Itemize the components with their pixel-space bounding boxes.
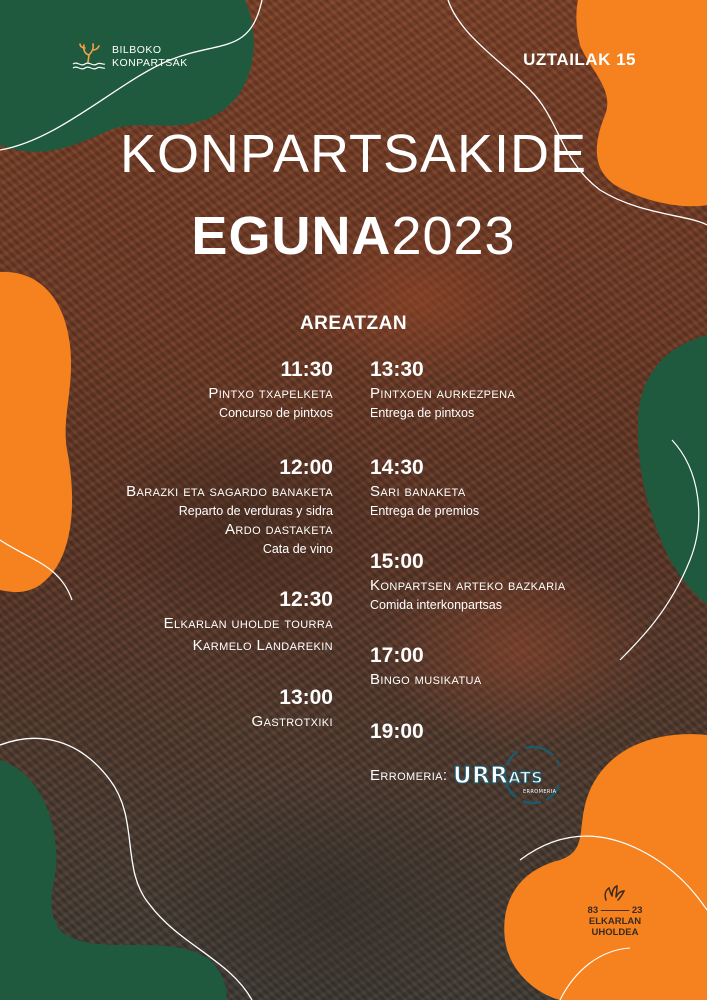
elkarlan-line-1: ELKARLAN <box>588 916 642 927</box>
dancer-wave-icon <box>72 42 106 72</box>
brand-name <box>112 44 188 70</box>
schedule-left-column <box>3 353 333 733</box>
schedule-block <box>3 357 333 421</box>
venue: AREATZAN <box>299 313 408 334</box>
elkarlan-uholdea-logo <box>580 884 650 938</box>
event-name <box>3 383 333 405</box>
schedule-time: 13:30 <box>370 358 424 381</box>
event-name <box>370 481 670 503</box>
brand-logo <box>72 42 188 72</box>
event-name <box>370 575 670 597</box>
schedule-block <box>3 685 333 733</box>
event-name <box>3 635 333 657</box>
event-name-text: Bingo musikatua <box>370 671 482 688</box>
elkarlan-line-2: UHOLDEA <box>591 927 639 938</box>
title-year: 2023 <box>391 206 516 266</box>
event-subtitle: Entrega de premios <box>370 504 480 518</box>
title-eguna: EGUNA <box>191 206 392 266</box>
event-subtitle: Cata de vino <box>262 542 333 556</box>
schedule-time: 11:30 <box>280 358 333 381</box>
schedule-time: 17:00 <box>370 644 424 667</box>
schedule-time: 12:30 <box>279 588 333 611</box>
schedule-time: 14:30 <box>370 456 424 479</box>
event-name-text: Konpartsen arteko bazkaria <box>370 577 566 594</box>
elkarlan-year-end: 23 <box>631 905 643 916</box>
schedule-time: 12:00 <box>279 456 333 479</box>
event-name-text: Ardo dastaketa <box>225 521 333 538</box>
schedule-block <box>3 455 333 557</box>
schedule-time: 15:00 <box>370 550 424 573</box>
event-name-text: Sari banaketa <box>370 483 466 500</box>
event-name <box>3 481 333 503</box>
event-date: UZTAILAK 15 <box>523 50 636 69</box>
event-subtitle: Reparto de verduras y sidra <box>178 504 333 518</box>
event-subtitle: Concurso de pintxos <box>219 406 333 420</box>
title-line-2 <box>0 206 707 266</box>
event-name <box>370 669 670 691</box>
schedule-time: 19:00 <box>370 720 424 743</box>
hands-icon <box>602 884 628 902</box>
urrats-logo <box>449 745 559 807</box>
blob-green-bottom-left <box>0 760 227 1000</box>
schedule-time: 13:00 <box>279 686 333 709</box>
schedule-block <box>370 719 670 807</box>
urrats-sub: erromeria <box>523 787 557 795</box>
schedule-right-column <box>370 353 670 807</box>
event-name <box>370 745 670 807</box>
brand-line-2: KONPARTSAK <box>112 57 188 69</box>
schedule-block <box>3 587 333 657</box>
schedule-block <box>370 643 670 691</box>
event-name-text: Gastrotxiki <box>251 713 333 730</box>
event-name-text: Pintxo txapelketa <box>208 385 333 402</box>
event-name-text: Karmelo Landarekin <box>192 637 333 654</box>
event-name <box>3 613 333 635</box>
event-name <box>370 383 670 405</box>
elkarlan-year-start: 83 <box>587 905 599 916</box>
schedule-block <box>370 549 670 613</box>
schedule-block <box>370 357 670 421</box>
event-name <box>3 711 333 733</box>
event-name-text: Elkarlan uholde tourra <box>163 615 333 632</box>
title-line-1: KONPARTSAKIDE <box>119 124 588 184</box>
brand-line-1: BILBOKO <box>112 44 162 56</box>
urrats-word: URRats <box>453 763 544 789</box>
event-name-text: Erromeria: <box>370 766 448 784</box>
event-name <box>3 519 333 541</box>
event-subtitle: Comida interkonpartsas <box>370 598 503 612</box>
event-name-text: Barazki eta sagardo banaketa <box>126 483 333 500</box>
event-subtitle: Entrega de pintxos <box>370 406 475 420</box>
schedule-block <box>370 455 670 519</box>
elkarlan-years: 83 ——— 23 <box>587 905 643 916</box>
event-name-text: Pintxoen aurkezpena <box>370 385 516 402</box>
